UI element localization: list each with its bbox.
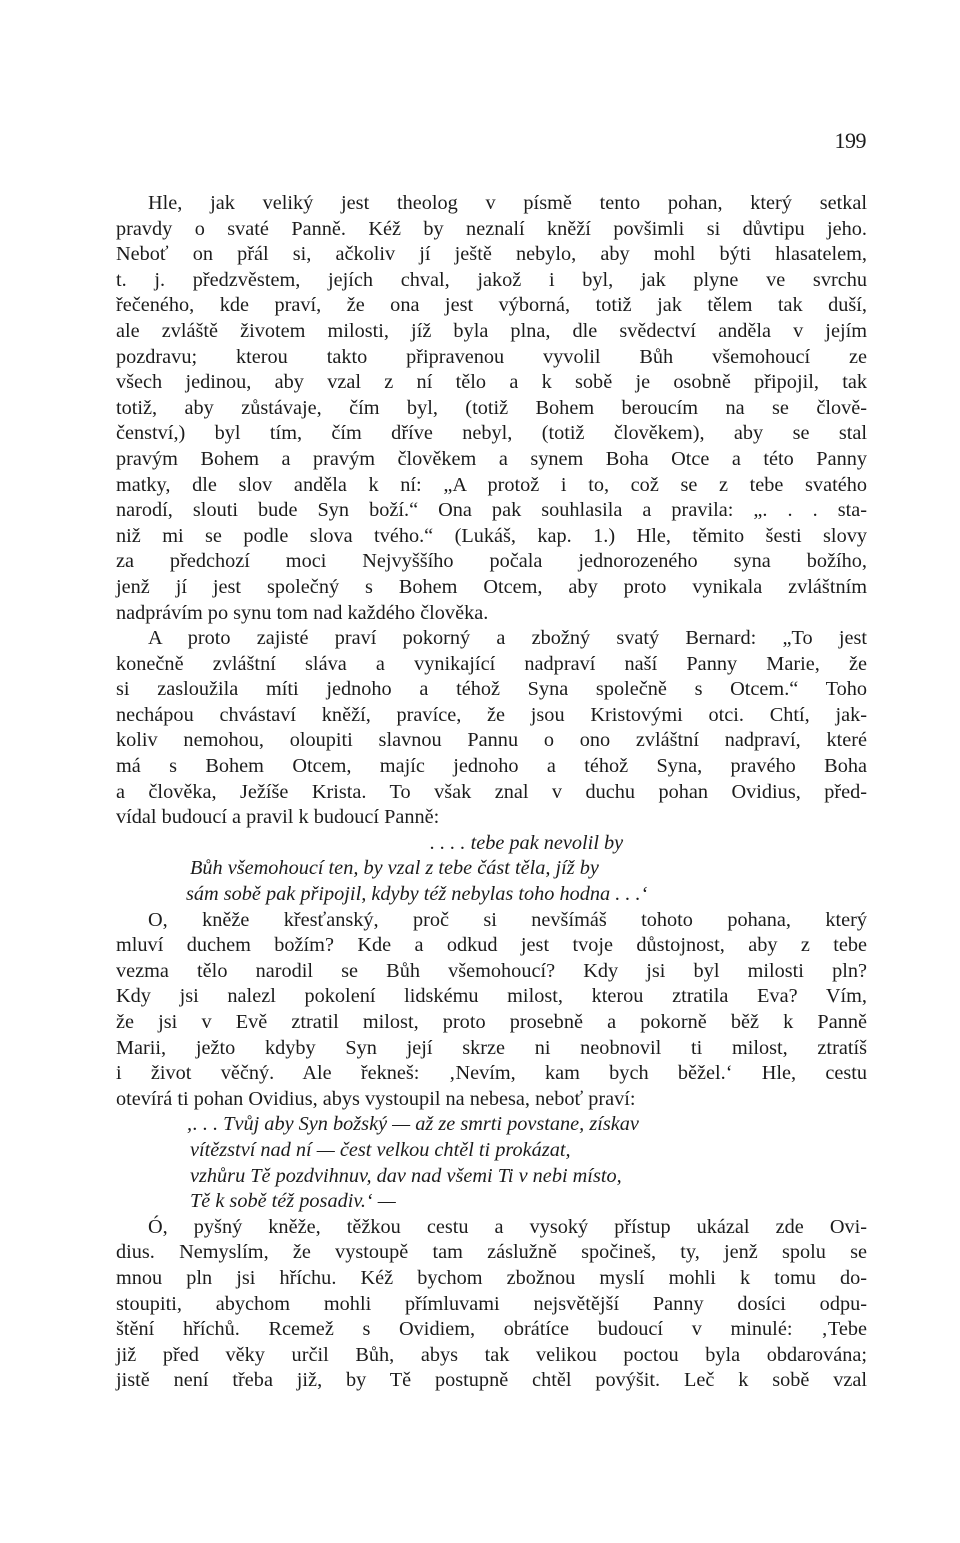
text-line: narodí, slouti bude Syn boží.“ Ona pak souhlasila a pravila: „. . . sta-: [116, 499, 867, 522]
text-line: t. j. předzvěstem, jejích chval, jakož i byl, jak plyne ve svrchu: [116, 268, 867, 291]
paragraph-4: [116, 1215, 867, 1394]
paragraph-2: [116, 626, 867, 831]
text-line: otevírá ti pohan Ovidius, abys vystoupil na nebesa, neboť praví:: [116, 1087, 636, 1110]
text-line: Hle, jak veliký jest theolog v písmě tento pohan, který setkal: [148, 192, 867, 214]
text-line: a člověka, Ježíše Krista. To však znal v duchu pohan Ovidius, před-: [116, 780, 867, 803]
text-line: již před věky určil Bůh, abys tak velikou poctou byla obdarována;: [116, 1343, 867, 1366]
text-line: štění hříchů. Rcemež s Ovidiem, obrátíce budoucí v minulé: ‚Tebe: [116, 1318, 867, 1341]
text-line: vídal budoucí a pravil k budoucí Panně:: [116, 806, 440, 829]
text-line: niž mi se podle slova tvého.“ (Lukáš, kap. 1.) Hle, těmito šesti slovy: [116, 524, 867, 547]
text-line: totiž, aby zůstávaje, čím byl, (totiž Bohem beroucím na se člově-: [116, 396, 867, 419]
text-line: si zasloužila míti jednoho a téhož Syna společně s Otcem.“ Toho: [116, 678, 867, 701]
page-number: 199: [834, 128, 866, 153]
text-line: že jsi v Evě ztratil milost, proto prosebně a pokorně běž k Panně: [116, 1011, 867, 1033]
text-line: pravdy o svaté Panně. Kéž by neznalí kněží povšimli si důvtipu jeho.: [116, 217, 867, 240]
verse-line: . . . . tebe pak nevolil by: [430, 831, 624, 854]
text-line: řečeného, kde praví, že ona jest výborná, totiž jak tělem tak duší,: [116, 294, 867, 317]
verse-line: ‚. . . Tvůj aby Syn božský — až ze smrti povstane, získav: [186, 1113, 639, 1136]
text-line: jenž jí jest společný s Bohem Otcem, aby proto vynikala zvláštním: [116, 575, 867, 598]
text-line: pravým Bohem a pravým člověkem a synem Boha Otce a této Panny: [116, 447, 867, 470]
text-line: vezma tělo narodil se Bůh všemohoucí? Kdy jsi byl milosti pln?: [116, 959, 867, 982]
verse-line: sám sobě pak připojil, kdyby též nebylas toho hodna . . .‘: [186, 883, 648, 906]
text-line: ale zvláště životem milosti, jíž byla plna, dle svědectví anděla v jejím: [116, 319, 867, 342]
text-line: O, kněže křesťanský, proč si nevšímáš tohoto pohana, který: [148, 908, 867, 931]
text-line: Marii, ježto kdyby Syn její skrze ni neobnovil ti milost, ztratíš: [116, 1036, 867, 1059]
text-line: Kdy jsi nalezl pokolení lidskému milost, kterou ztratila Eva? Vím,: [116, 985, 867, 1008]
text-line: nechápou chvástaví kněží, pravíce, že jsou Kristovými otci. Chtí, jak-: [116, 703, 867, 726]
text-line: stoupiti, abychom mohli přímluvami nejsvětější Panny dosíci odpu-: [116, 1292, 867, 1315]
text-line: Neboť on přál si, ačkoliv jí ještě nebylo, aby mohl býti hlasatelem,: [116, 243, 867, 266]
verse-quote-1: [116, 831, 867, 908]
text-line: dius. Nemyslím, že vystoupě tam záslužně spočineš, ty, jenž spolu se: [116, 1241, 867, 1264]
verse-line: Bůh všemohoucí ten, by vzal z tebe část těla, jíž by: [190, 857, 599, 880]
paragraph-1: [116, 191, 867, 626]
text-line: i život věčný. Ale řekneš: ‚Nevím, kam bych běžel.‘ Hle, cestu: [116, 1062, 867, 1085]
verse-line: Tě k sobě též posadiv.‘ —: [190, 1190, 396, 1213]
verse-quote-2: [116, 1112, 867, 1214]
verse-line: vítězství nad ní — čest velkou chtěl ti prokázat,: [190, 1138, 571, 1161]
text-line: má s Bohem Otcem, majíc jednoho a téhož Syna, pravého Boha: [116, 755, 867, 778]
text-line: za předchozí moci Nejvyššího počala jednorozeného syna božího,: [116, 550, 867, 573]
text-line: čenství,) byl tím, čím dříve nebyl, (totiž člověkem), aby se stal: [116, 422, 867, 445]
text-line: nadprávím po synu tom nad každého člověka.: [116, 601, 489, 624]
text-line: mluví duchem božím? Kde a odkud jest tvoje důstojnost, aby z tebe: [116, 934, 867, 957]
text-line: mnou pln jsi hříchu. Kéž bychom zbožnou myslí mohli k tomu do-: [116, 1266, 867, 1289]
text-line: A proto zajisté praví pokorný a zbožný svatý Bernard: „To jest: [148, 627, 867, 650]
text-line: koliv nemohou, oloupiti slavnou Pannu o ono zvláštní nadpraví, které: [116, 729, 867, 752]
body-text: [116, 191, 867, 1394]
text-line: všech jedinou, aby vzal z ní tělo a k sobě je osobně připojil, tak: [116, 371, 867, 394]
text-line: pozdravu; kterou takto připravenou vyvolil Bůh všemohoucí ze: [116, 345, 867, 368]
text-line: Ó, pyšný kněže, těžkou cestu a vysoký přístup ukázal zde Ovi-: [148, 1215, 867, 1238]
text-line: konečně zvláštní sláva a vynikající nadpraví naší Panny Marie, že: [116, 652, 867, 675]
paragraph-3: [116, 908, 867, 1113]
text-line: jistě není třeba již, by Tě postupně chtěl povýšit. Leč k sobě vzal: [116, 1369, 867, 1392]
text-line: matky, dle slov anděla k ní: „A protož i to, což se z tebe svatého: [116, 473, 867, 496]
verse-line: vzhůru Tě pozdvihnuv, dav nad všemi Ti v nebi místo,: [190, 1164, 622, 1187]
